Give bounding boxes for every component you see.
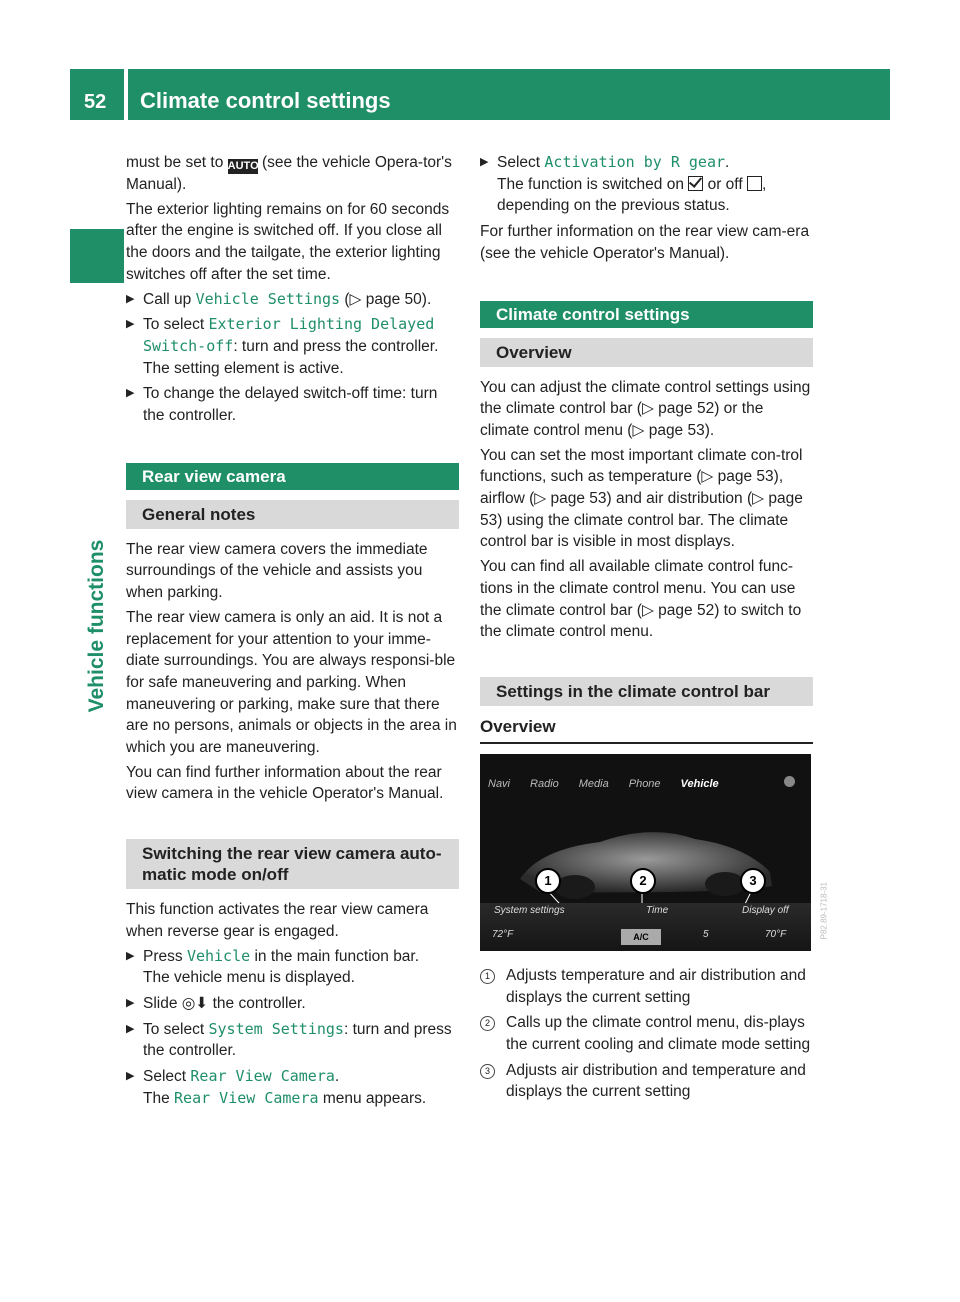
step: ▶ Call up Vehicle Settings (▷ page 50). xyxy=(126,289,459,311)
step: ▶ Press Vehicle in the main function bar. The vehicle menu is displayed. xyxy=(126,946,420,987)
callout-marker-2: 2 xyxy=(630,868,656,894)
step-arrow-icon: ▶ xyxy=(126,292,135,305)
step: ▶ To select System Settings: turn and press the controller. xyxy=(126,1019,452,1060)
screen-display-off-label: Display off xyxy=(742,904,789,916)
step: ▶ Select Rear View Camera. The Rear View Camera menu appears. xyxy=(126,1067,427,1107)
screen-temp-right: 70°F xyxy=(765,928,787,940)
checkbox-unchecked-icon xyxy=(747,176,762,191)
car-wheel-front xyxy=(555,875,595,899)
menu-item-ref: Vehicle Settings xyxy=(195,289,341,308)
callout-marker-1: 1 xyxy=(535,868,561,894)
screen-tab-active: Vehicle xyxy=(680,777,719,790)
screen-tab: Radio xyxy=(530,777,559,790)
screen-ac-button: A/C xyxy=(621,929,661,945)
section-heading: Climate control settings xyxy=(480,301,813,328)
paragraph: You can find further information about the rear view camera in the vehicle Operator's Manual. xyxy=(126,763,444,803)
screen-system-settings-label: System settings xyxy=(494,904,565,916)
callout-number-icon: 1 xyxy=(480,969,495,984)
legend-item: 2 Calls up the climate control menu, dis-plays the current cooling and climate mode setting xyxy=(480,1012,813,1055)
header-divider xyxy=(124,69,128,120)
car-wheel-rear xyxy=(705,872,745,896)
paragraph: The exterior lighting remains on for 60 seconds after the engine is switched off. If you close all the doors and the tailgate, the exterior lighting switches off after the set time. xyxy=(126,200,450,283)
subsection-heading: Overview xyxy=(480,338,813,367)
screen-tab: Navi xyxy=(488,777,511,790)
sub-heading: Overview xyxy=(480,716,813,744)
step: ▶ Select Activation by R gear. The function is switched on or off , depending on the previous status. xyxy=(480,153,767,215)
subsection-heading: Settings in the climate control bar xyxy=(480,677,813,706)
step-arrow-icon: ▶ xyxy=(126,1022,135,1035)
menu-item-ref: Exterior Lighting Delayed Switch-off xyxy=(143,315,435,355)
climate-bar-screenshot xyxy=(480,754,828,951)
paragraph: You can find all available climate control func-tions in the climate control menu. You can use the climate control bar (▷ page 52) to switch to the climate control menu. xyxy=(480,558,802,641)
menu-item-ref: Rear View Camera xyxy=(190,1067,335,1086)
menu-item-ref: Rear View Camera xyxy=(174,1088,319,1107)
section-heading: Rear view camera xyxy=(126,463,459,490)
step-arrow-icon: ▶ xyxy=(126,949,135,962)
step-arrow-icon: ▶ xyxy=(126,318,135,331)
paragraph: For further information on the rear view cam-era (see the vehicle Operator's Manual). xyxy=(480,223,810,262)
screen-tab: Media xyxy=(578,777,609,790)
menu-item-ref: Activation by R gear xyxy=(544,153,726,171)
paragraph: You can adjust the climate control settings using the climate control bar (▷ page 52) or the climate control menu (▷ page 53). xyxy=(480,378,811,439)
left-column xyxy=(126,152,459,1114)
step-arrow-icon: ▶ xyxy=(126,1070,135,1083)
step-arrow-icon: ▶ xyxy=(480,156,489,168)
side-tab-label: Vehicle functions xyxy=(85,539,108,713)
paragraph: This function activates the rear view camera when reverse gear is engaged. xyxy=(126,901,429,940)
page-number: 52 xyxy=(84,91,107,113)
paragraph: must be set to AUTO (see the vehicle Opera-tor's Manual). xyxy=(126,154,452,193)
callout-marker-3: 3 xyxy=(740,868,766,894)
callout-number-icon: 3 xyxy=(480,1064,495,1079)
step: ▶ Slide ◎⬇ the controller. xyxy=(126,993,459,1015)
screen-time-label: Time xyxy=(646,904,669,916)
side-tab-marker xyxy=(70,229,124,283)
right-column xyxy=(480,152,828,1107)
screen-fan-level: 5 xyxy=(703,928,709,940)
menu-item-ref: Vehicle xyxy=(186,946,251,965)
step-arrow-icon: ▶ xyxy=(126,996,135,1009)
callout-number-icon: 2 xyxy=(480,1016,495,1031)
step-arrow-icon: ▶ xyxy=(126,387,135,400)
checkbox-checked-icon xyxy=(688,176,703,191)
menu-item-ref: System Settings xyxy=(208,1019,344,1038)
step: ▶ To change the delayed switch-off time: turn the controller. xyxy=(126,385,438,425)
chapter-title: Climate control settings xyxy=(140,88,391,113)
paragraph: You can set the most important climate con-trol functions, such as temperature (▷ page 53), airflow (▷ page 53) and air distribution (▷ page 53) using the climate control bar. The climate control bar is visible in most displays. xyxy=(480,446,803,551)
legend-item: 1 Adjusts temperature and air distribution and displays the current setting xyxy=(480,965,813,1008)
auto-icon: AUTO xyxy=(227,160,259,172)
subsection-heading: General notes xyxy=(126,500,459,529)
step: ▶ To select Exterior Lighting Delayed Switch-off: turn and press the controller. The setting element is active. xyxy=(126,315,439,377)
image-reference-code: P82.89-1718-31 xyxy=(819,881,828,940)
screen-tab: Phone xyxy=(628,777,661,790)
screen-temp-left: 72°F xyxy=(492,928,514,940)
controller-slide-icon: ◎⬇ xyxy=(181,994,209,1012)
paragraph: The rear view camera covers the immediate surroundings of the vehicle and assists you when parking. xyxy=(126,540,428,602)
paragraph: The rear view camera is only an aid. It is not a replacement for your attention to your imme-diate surroundings. You are always responsi-ble for safe maneuvering and parking. When maneuvering or parking, make sure that there are no persons, animals or objects in the area in which you are maneuvering. xyxy=(126,608,457,757)
subsection-heading: Switching the rear view camera auto-matic mode on/off xyxy=(126,839,459,889)
legend-item: 3 Adjusts air distribution and temperature and displays the current setting xyxy=(480,1060,813,1103)
